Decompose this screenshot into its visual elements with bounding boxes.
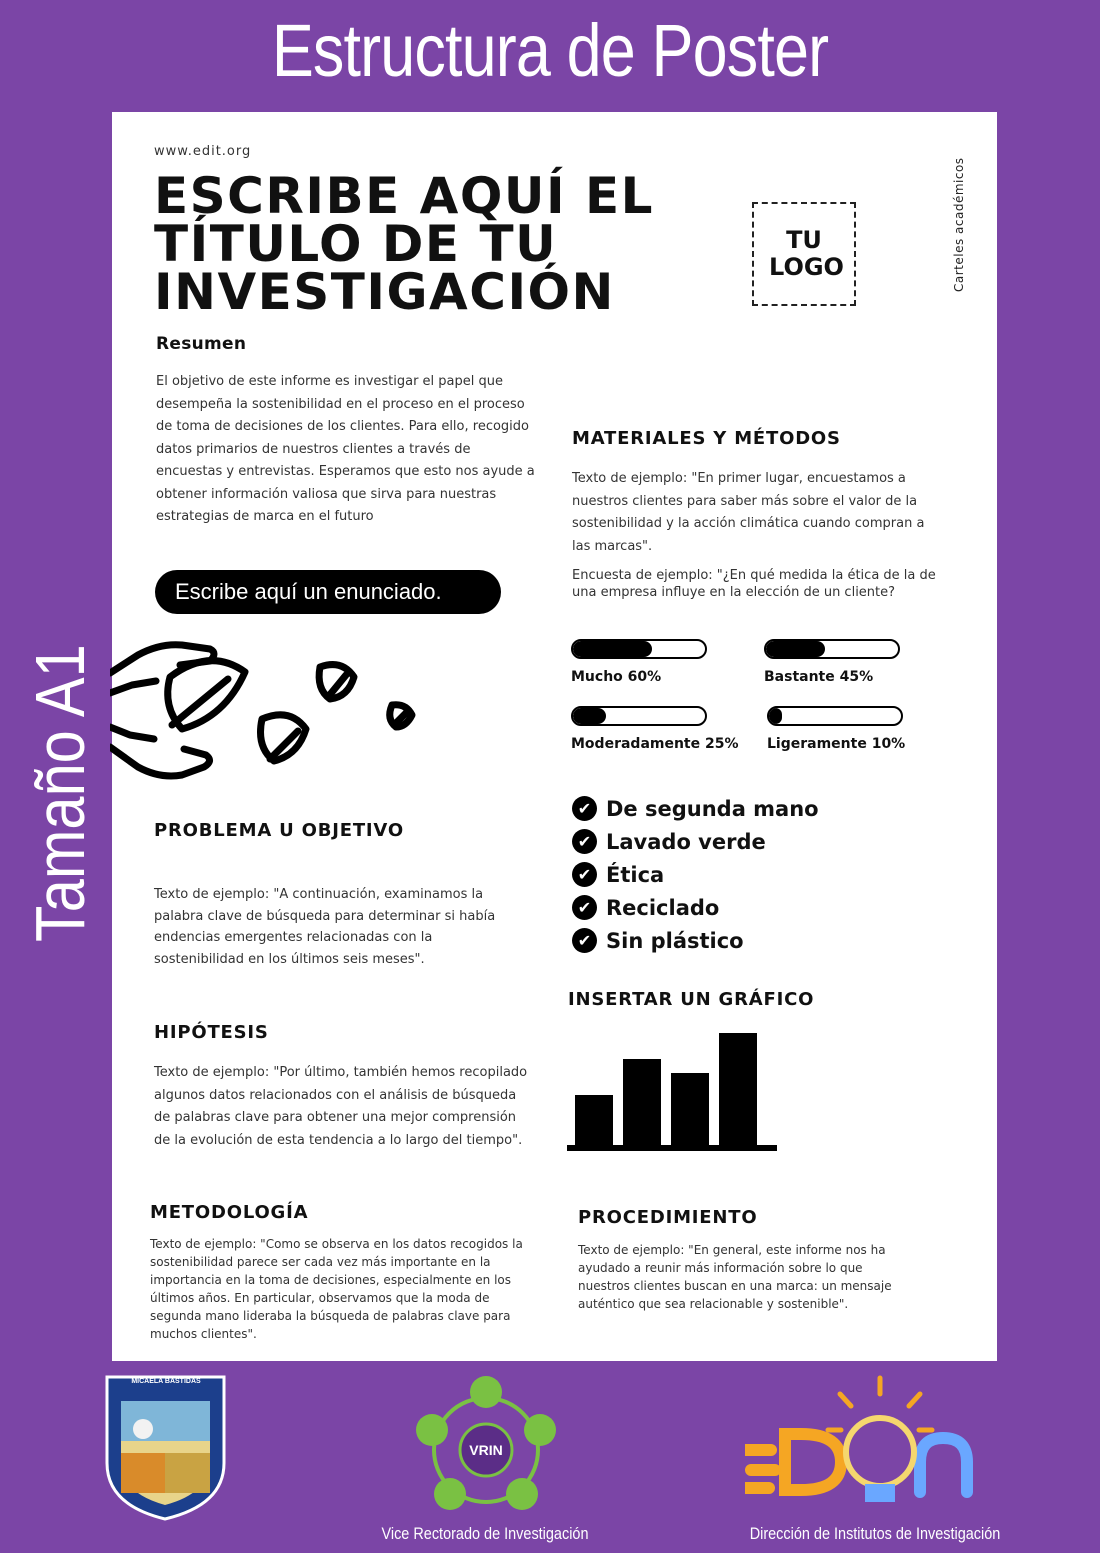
hipotesis-body: Texto de ejemplo: "Por último, también hemos recopilado algunos datos relacionados con el análisis de búsqueda de palabras clave para obtener una mejor comprensión de la evolución de esta tendencia a lo largo del tiempo". [154, 1065, 528, 1148]
resumen-heading: Resumen [156, 334, 247, 354]
survey-label-1: Mucho 60% [571, 669, 662, 685]
hipotesis-heading: HIPÓTESIS [154, 1022, 269, 1043]
page-header-title: Estructura de Poster [271, 9, 829, 92]
poster-sheet [112, 112, 997, 1361]
metodologia-body: Texto de ejemplo: "Como se observa en los datos recogidos la sostenibilidad parece ser cada vez más importante en la importancia en la toma de decisiones, especialmente en los últimos años. En particular, observamos que la moda de segunda mano lideraba la búsqueda de palabras clave para muchos clientes". [150, 1237, 523, 1341]
logo-placeholder-text: TU LOGO [769, 226, 844, 281]
chart-bar [671, 1073, 709, 1145]
check-icon: ✔ [572, 928, 597, 953]
survey-bar-4 [767, 706, 903, 726]
survey-item-4 [767, 706, 905, 752]
poster-title: ESCRIBE AQUÍ EL TÍTULO DE TU INVESTIGACIÓN [154, 167, 654, 321]
checklist-item: ✔ Lavado verde [572, 825, 819, 858]
materiales-heading: MATERIALES Y MÉTODOS [572, 428, 841, 449]
survey-bar-1 [571, 639, 707, 659]
survey-item-2 [764, 639, 900, 685]
check-icon: ✔ [572, 862, 597, 887]
chart-bar [719, 1033, 757, 1145]
website-label: www.edit.org [154, 144, 252, 159]
problema-body: Texto de ejemplo: "A continuación, examinamos la palabra clave de búsqueda para determinar si había endencias emergentes relacionadas con la sostenibilidad en los últimos seis meses". [154, 887, 496, 967]
metodologia-heading: METODOLOGÍA [150, 1202, 309, 1223]
checklist-item: ✔ Sin plástico [572, 924, 819, 957]
checklist-item: ✔ Ética [572, 858, 819, 891]
survey-bar-2 [764, 639, 900, 659]
procedimiento-heading: PROCEDIMIENTO [578, 1207, 758, 1228]
survey-item-3 [571, 706, 739, 752]
crest-text: MICAELA BASTIDAS [131, 1378, 201, 1385]
check-icon: ✔ [572, 829, 597, 854]
check-icon: ✔ [572, 796, 597, 821]
materiales-body: Texto de ejemplo: "En primer lugar, encuestamos a nuestros clientes para saber más sobre el valor de la sostenibilidad y la acción climática cuando compran a las marcas". [572, 471, 925, 554]
university-crest-logo [103, 1373, 228, 1523]
side-size-label: Tamaño A1 [21, 644, 99, 942]
checklist [572, 792, 819, 957]
bar-chart [567, 1017, 787, 1157]
survey-label-2: Bastante 45% [764, 669, 874, 685]
hands-leaves-icon [110, 637, 420, 787]
grafico-heading: INSERTAR UN GRÁFICO [568, 989, 815, 1010]
survey-label-4: Ligeramente 10% [767, 736, 906, 752]
checklist-item: ✔ De segunda mano [572, 792, 819, 825]
procedimiento-body: Texto de ejemplo: "En general, este informe nos ha ayudado a reunir más información sobre lo que nuestros clientes buscan en una marca: un mensaje auténtico que sea relacionable y sostenible". [578, 1243, 892, 1311]
survey-question: Encuesta de ejemplo: "¿En qué medida la ética de la de una empresa influye en la elección de un cliente? [572, 568, 936, 600]
vertical-tag: Carteles académicos [952, 157, 966, 292]
survey-bar-3 [571, 706, 707, 726]
institutes-caption: Dirección de Institutos de Investigación [749, 1524, 1001, 1543]
vrin-caption: Vice Rectorado de Investigación [381, 1524, 589, 1543]
chart-bar [575, 1095, 613, 1145]
check-icon: ✔ [572, 895, 597, 920]
resumen-body: El objetivo de este informe es investigar el papel que desempeña la sostenibilidad en el proceso en el proceso de toma de decisiones de los clientes. Para ello, recogido datos primarios de nuestros clientes a través de encuestas y entrevistas. Esperamos que esto nos ayude a obtener información valiosa que sirva para nuestras estrategias de marca en el futuro [156, 374, 535, 524]
vrin-logo-text: VRIN [469, 1442, 503, 1458]
checklist-item: ✔ Reciclado [572, 891, 819, 924]
institutes-logo [745, 1372, 980, 1512]
survey-item-1 [571, 639, 707, 685]
logo-placeholder [752, 202, 856, 306]
survey-label-3: Moderadamente 25% [571, 736, 739, 752]
chart-baseline [567, 1145, 777, 1151]
chart-bar [623, 1059, 661, 1145]
problema-heading: PROBLEMA U OBJETIVO [154, 820, 404, 841]
statement-pill: Escribe aquí un enunciado. [155, 570, 501, 614]
